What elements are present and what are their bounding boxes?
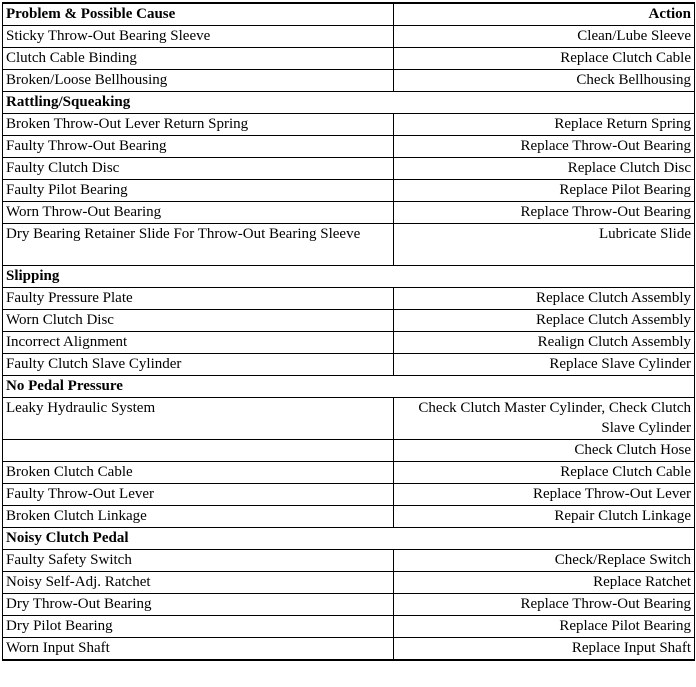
section-heading-row <box>3 376 695 398</box>
action-cell: Check Bellhousing <box>394 70 695 92</box>
cause-cell: Worn Throw-Out Bearing <box>3 202 394 224</box>
table-row <box>3 158 695 180</box>
table-row <box>3 114 695 136</box>
action-cell: Check Clutch Hose <box>394 440 695 462</box>
section-heading: Slipping <box>3 266 695 288</box>
cause-cell: Faulty Throw-Out Bearing <box>3 136 394 158</box>
action-cell: Replace Ratchet <box>394 572 695 594</box>
cause-cell: Broken Clutch Linkage <box>3 506 394 528</box>
cause-cell: Sticky Throw-Out Bearing Sleeve <box>3 26 394 48</box>
cause-cell: Noisy Self-Adj. Ratchet <box>3 572 394 594</box>
table-row <box>3 440 695 462</box>
cause-cell: Broken Clutch Cable <box>3 462 394 484</box>
header-action: Action <box>394 3 695 26</box>
table-row <box>3 594 695 616</box>
table-row <box>3 462 695 484</box>
cause-cell: Incorrect Alignment <box>3 332 394 354</box>
header-cause: Problem & Possible Cause <box>3 3 394 26</box>
section-heading: No Pedal Pressure <box>3 376 695 398</box>
table-row <box>3 310 695 332</box>
section-heading: Rattling/Squeaking <box>3 92 695 114</box>
table-row <box>3 70 695 92</box>
action-cell: Replace Throw-Out Lever <box>394 484 695 506</box>
table-row <box>3 26 695 48</box>
table-row <box>3 224 695 266</box>
table-row <box>3 288 695 310</box>
action-cell: Realign Clutch Assembly <box>394 332 695 354</box>
action-cell: Replace Throw-Out Bearing <box>394 136 695 158</box>
cause-cell: Worn Input Shaft <box>3 638 394 661</box>
header-row <box>3 3 695 26</box>
cause-cell: Faulty Clutch Slave Cylinder <box>3 354 394 376</box>
diagnosis-table-body <box>3 3 695 660</box>
cause-cell: Dry Pilot Bearing <box>3 616 394 638</box>
table-row <box>3 180 695 202</box>
section-heading-row <box>3 92 695 114</box>
section-heading: Noisy Clutch Pedal <box>3 528 695 550</box>
table-row <box>3 506 695 528</box>
table-row <box>3 638 695 661</box>
section-heading-row <box>3 266 695 288</box>
table-row <box>3 332 695 354</box>
action-cell: Replace Clutch Assembly <box>394 310 695 332</box>
table-row <box>3 202 695 224</box>
action-cell: Replace Return Spring <box>394 114 695 136</box>
action-cell: Repair Clutch Linkage <box>394 506 695 528</box>
cause-cell: Faulty Pilot Bearing <box>3 180 394 202</box>
cause-cell: Leaky Hydraulic System <box>3 398 394 440</box>
action-cell: Replace Pilot Bearing <box>394 616 695 638</box>
cause-cell: Worn Clutch Disc <box>3 310 394 332</box>
action-cell: Replace Clutch Cable <box>394 48 695 70</box>
action-cell: Replace Clutch Cable <box>394 462 695 484</box>
action-cell: Replace Clutch Disc <box>394 158 695 180</box>
table-row <box>3 354 695 376</box>
cause-cell: Dry Throw-Out Bearing <box>3 594 394 616</box>
cause-cell: Faulty Clutch Disc <box>3 158 394 180</box>
cause-cell: Broken Throw-Out Lever Return Spring <box>3 114 394 136</box>
action-cell: Check/Replace Switch <box>394 550 695 572</box>
table-row <box>3 398 695 440</box>
action-cell: Clean/Lube Sleeve <box>394 26 695 48</box>
section-heading-row <box>3 528 695 550</box>
cause-cell <box>3 440 394 462</box>
action-cell: Replace Pilot Bearing <box>394 180 695 202</box>
cause-cell: Faulty Throw-Out Lever <box>3 484 394 506</box>
table-row <box>3 616 695 638</box>
table-row <box>3 572 695 594</box>
action-cell: Replace Input Shaft <box>394 638 695 661</box>
action-cell: Lubricate Slide <box>394 224 695 266</box>
table-row <box>3 136 695 158</box>
cause-cell: Clutch Cable Binding <box>3 48 394 70</box>
action-cell: Replace Throw-Out Bearing <box>394 594 695 616</box>
table-row <box>3 48 695 70</box>
action-cell: Replace Clutch Assembly <box>394 288 695 310</box>
cause-cell: Broken/Loose Bellhousing <box>3 70 394 92</box>
action-cell: Replace Throw-Out Bearing <box>394 202 695 224</box>
action-cell: Replace Slave Cylinder <box>394 354 695 376</box>
cause-cell: Faulty Safety Switch <box>3 550 394 572</box>
cause-cell: Dry Bearing Retainer Slide For Throw-Out Bearing Sleeve <box>3 224 394 266</box>
action-cell: Check Clutch Master Cylinder, Check Clutch Slave Cylinder <box>394 398 695 440</box>
diagnosis-table <box>2 2 695 661</box>
table-row <box>3 550 695 572</box>
table-row <box>3 484 695 506</box>
cause-cell: Faulty Pressure Plate <box>3 288 394 310</box>
